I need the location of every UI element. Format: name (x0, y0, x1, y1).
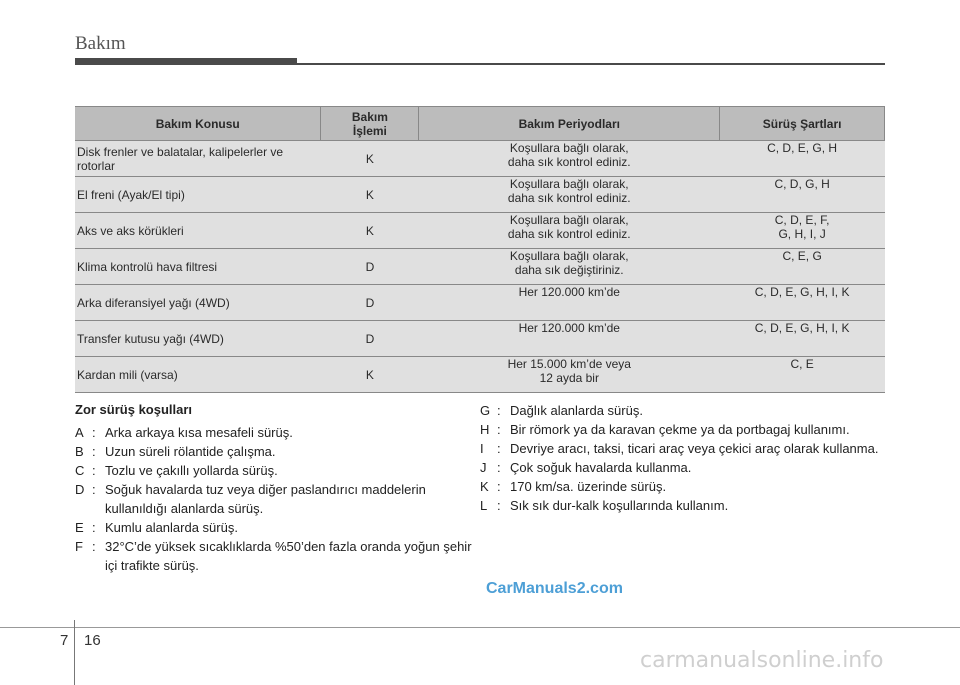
condition-code: I (480, 441, 484, 456)
condition-text: Arka arkaya kısa mesafeli sürüş. (105, 425, 293, 440)
cell-topic: Arka diferansiyel yağı (4WD) (75, 285, 321, 321)
condition-code: B (75, 444, 84, 459)
cell-topic: Kardan mili (varsa) (75, 357, 321, 393)
cell-operation: K (321, 357, 419, 393)
condition-code: A (75, 425, 84, 440)
cell-conditions: C, D, E, G, H, I, K (720, 285, 885, 321)
condition-separator: : (497, 479, 501, 494)
condition-item (75, 423, 475, 442)
conditions-list-right (480, 401, 890, 515)
conditions-list-left (75, 423, 475, 575)
cell-topic: Klima kontrolü hava filtresi (75, 249, 321, 285)
condition-text: 32°C’de yüksek sıcaklıklarda %50’den fazla oranda yoğun şehir içi trafikte sürüş. (105, 539, 472, 573)
condition-text: Uzun süreli rölantide çalışma. (105, 444, 276, 459)
table-header-row (75, 107, 885, 141)
cell-topic: El freni (Ayak/El tipi) (75, 177, 321, 213)
cell-interval: Her 15.000 km’de veya 12 ayda bir (419, 357, 720, 393)
condition-item (480, 439, 890, 458)
maintenance-table (75, 106, 885, 393)
header-interval: Bakım Periyodları (419, 107, 720, 141)
condition-item (480, 401, 890, 420)
cell-operation: D (321, 321, 419, 357)
cell-interval: Koşullara bağlı olarak, daha sık kontrol ediniz. (419, 213, 720, 249)
condition-separator: : (497, 422, 501, 437)
condition-text: Kumlu alanlarda sürüş. (105, 520, 238, 535)
cell-conditions: C, D, E, G, H, I, K (720, 321, 885, 357)
condition-separator: : (92, 520, 96, 535)
condition-separator: : (92, 482, 96, 497)
cell-interval: Her 120.000 km’de (419, 285, 720, 321)
cell-conditions: C, E, G (720, 249, 885, 285)
watermark-logo[interactable]: CarManuals2.com (486, 580, 623, 597)
condition-item (480, 496, 890, 515)
cell-interval: Her 120.000 km’de (419, 321, 720, 357)
condition-text: Soğuk havalarda tuz veya diğer paslandırıcı maddelerin kullanıldığı alanlarda sürüş. (105, 482, 426, 516)
page-number: 16 (84, 632, 101, 649)
cell-operation: K (321, 177, 419, 213)
cell-interval: Koşullara bağlı olarak, daha sık kontrol ediniz. (419, 141, 720, 177)
cell-operation: K (321, 141, 419, 177)
condition-separator: : (497, 403, 501, 418)
table-row (75, 177, 885, 213)
chapter-number: 7 (60, 632, 69, 649)
condition-code: D (75, 482, 85, 497)
header-topic: Bakım Konusu (75, 107, 321, 141)
condition-item (480, 477, 890, 496)
condition-text: Bir römork ya da karavan çekme ya da portbagaj kullanımı. (510, 422, 850, 437)
condition-separator: : (92, 539, 96, 554)
condition-item (75, 461, 475, 480)
condition-text: Devriye aracı, taksi, ticari araç veya çekici araç olarak kullanma. (510, 441, 879, 456)
condition-text: Çok soğuk havalarda kullanma. (510, 460, 692, 475)
condition-text: Tozlu ve çakıllı yollarda sürüş. (105, 463, 278, 478)
table-row (75, 213, 885, 249)
condition-text: Dağlık alanlarda sürüş. (510, 403, 643, 418)
conditions-title: Zor sürüş koşulları (75, 402, 193, 417)
cell-conditions: C, D, E, G, H (720, 141, 885, 177)
condition-code: K (480, 479, 489, 494)
table-row (75, 249, 885, 285)
condition-item (480, 420, 890, 439)
condition-code: G (480, 403, 491, 418)
table-row (75, 285, 885, 321)
header-rule-thick (75, 58, 297, 65)
condition-separator: : (497, 498, 501, 513)
page-header-title: Bakım (75, 33, 126, 54)
table-row (75, 141, 885, 177)
condition-code: C (75, 463, 85, 478)
cell-operation: D (321, 285, 419, 321)
condition-item (75, 518, 475, 537)
site-watermark: carmanualsonline.info (640, 648, 884, 673)
header-conditions: Sürüş Şartları (720, 107, 885, 141)
condition-item (480, 458, 890, 477)
footer-divider (74, 620, 75, 685)
condition-separator: : (92, 444, 96, 459)
cell-conditions: C, E (720, 357, 885, 393)
footer-rule (0, 627, 960, 628)
condition-item (75, 537, 475, 575)
condition-code: E (75, 520, 84, 535)
condition-text: 170 km/sa. üzerinde sürüş. (510, 479, 667, 494)
condition-code: H (480, 422, 490, 437)
condition-separator: : (92, 463, 96, 478)
condition-separator: : (92, 425, 96, 440)
cell-conditions: C, D, E, F, G, H, I, J (720, 213, 885, 249)
cell-operation: D (321, 249, 419, 285)
condition-code: L (480, 498, 488, 513)
condition-separator: : (497, 460, 501, 475)
table-row (75, 321, 885, 357)
condition-separator: : (497, 441, 501, 456)
cell-topic: Disk frenler ve balatalar, kalipelerler ve rotorlar (75, 141, 321, 177)
condition-item (75, 442, 475, 461)
condition-text: Sık sık dur-kalk koşullarında kullanım. (510, 498, 729, 513)
cell-topic: Aks ve aks körükleri (75, 213, 321, 249)
cell-interval: Koşullara bağlı olarak, daha sık kontrol ediniz. (419, 177, 720, 213)
cell-topic: Transfer kutusu yağı (4WD) (75, 321, 321, 357)
condition-code: J (480, 460, 487, 475)
cell-conditions: C, D, G, H (720, 177, 885, 213)
cell-interval: Koşullara bağlı olarak, daha sık değiştiriniz. (419, 249, 720, 285)
condition-item (75, 480, 475, 518)
header-operation: Bakım İşlemi (321, 107, 419, 141)
condition-code: F (75, 539, 83, 554)
cell-operation: K (321, 213, 419, 249)
header-rule-thin (297, 63, 885, 65)
table-row (75, 357, 885, 393)
